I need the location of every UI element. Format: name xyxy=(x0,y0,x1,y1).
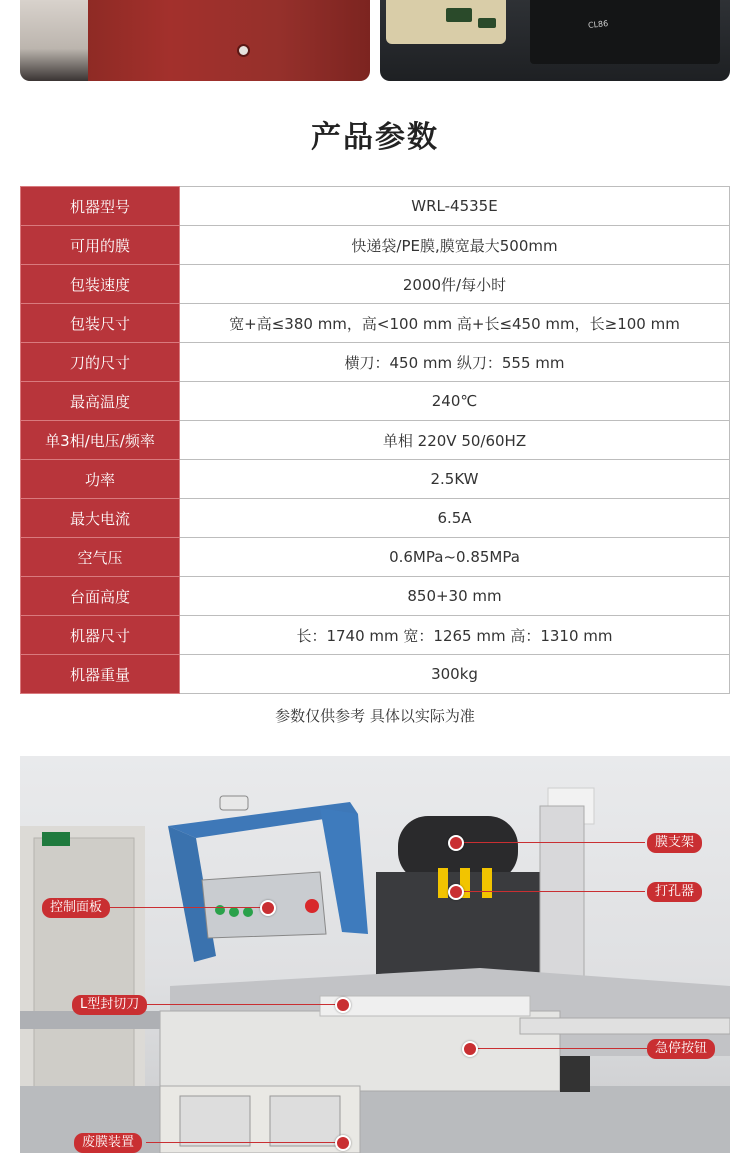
callout-dot-waste-film xyxy=(335,1135,351,1151)
spec-row xyxy=(21,616,730,655)
spec-label: 包装速度 xyxy=(21,265,180,304)
spec-value: 横刀：450 mm 纵刀：555 mm xyxy=(180,343,730,382)
spec-label: 最高温度 xyxy=(21,382,180,421)
section-title: 产品参数 xyxy=(311,120,439,155)
spec-row xyxy=(21,265,730,304)
spec-value: 单相 220V 50/60HZ xyxy=(180,421,730,460)
spec-value: 长：1740 mm 宽：1265 mm 高：1310 mm xyxy=(180,616,730,655)
spec-label: 可用的膜 xyxy=(21,226,180,265)
spec-label: 机器型号 xyxy=(21,187,180,226)
spec-label: 包装尺寸 xyxy=(21,304,180,343)
callout-waste-film: 废膜装置 xyxy=(74,1133,142,1153)
spec-table xyxy=(20,186,730,694)
spec-value: 2000件/每小时 xyxy=(180,265,730,304)
photo-frame-edge xyxy=(20,0,88,81)
spec-label: 空气压 xyxy=(21,538,180,577)
spec-value: WRL-4535E xyxy=(180,187,730,226)
callout-line-emergency-stop xyxy=(469,1048,649,1049)
callout-l-sealer: L型封切刀 xyxy=(72,995,147,1015)
photo-chip xyxy=(478,18,496,28)
spec-row xyxy=(21,460,730,499)
photo-machine-detail-left xyxy=(20,0,370,81)
spec-note: 参数仅供参考 具体以实际为准 xyxy=(275,707,475,725)
callout-line-control-panel xyxy=(106,907,266,908)
photo-chip xyxy=(446,8,472,22)
spec-label: 最大电流 xyxy=(21,499,180,538)
callout-dot-l-sealer xyxy=(335,997,351,1013)
spec-row xyxy=(21,655,730,694)
spec-label: 刀的尺寸 xyxy=(21,343,180,382)
callout-dot-film-holder xyxy=(448,835,464,851)
spec-row xyxy=(21,187,730,226)
machine-photo xyxy=(20,756,730,1153)
photo-driver-label: CL86 xyxy=(587,18,609,31)
spec-row xyxy=(21,382,730,421)
photo-circuit-board xyxy=(386,0,506,44)
spec-row xyxy=(21,343,730,382)
spec-value: 快递袋/PE膜,膜宽最大500mm xyxy=(180,226,730,265)
spec-row xyxy=(21,538,730,577)
spec-value: 宽+高≤380 mm，高<100 mm 高+长≤450 mm，长≥100 mm xyxy=(180,304,730,343)
spec-value: 300kg xyxy=(180,655,730,694)
spec-label: 台面高度 xyxy=(21,577,180,616)
spec-value: 240℃ xyxy=(180,382,730,421)
callout-line-waste-film xyxy=(146,1142,342,1143)
spec-label: 单3相/电压/频率 xyxy=(21,421,180,460)
callout-dot-control-panel xyxy=(260,900,276,916)
callout-punch: 打孔器 xyxy=(647,882,702,902)
callout-film-holder: 膜支架 xyxy=(647,833,702,853)
spec-row xyxy=(21,226,730,265)
spec-value: 2.5KW xyxy=(180,460,730,499)
machine-illustration xyxy=(20,756,730,1153)
callout-line-punch xyxy=(455,891,645,892)
callout-dot-punch xyxy=(448,884,464,900)
spec-value: 6.5A xyxy=(180,499,730,538)
spec-row xyxy=(21,421,730,460)
callout-dot-emergency-stop xyxy=(462,1041,478,1057)
photo-screw-hole xyxy=(237,44,250,57)
spec-label: 机器尺寸 xyxy=(21,616,180,655)
callout-line-l-sealer xyxy=(146,1004,342,1005)
callout-line-film-holder xyxy=(455,842,645,843)
photo-driver-panel xyxy=(530,0,720,64)
spec-label: 功率 xyxy=(21,460,180,499)
callout-emergency-stop: 急停按钮 xyxy=(647,1039,715,1059)
photo-machine-detail-right xyxy=(380,0,730,81)
spec-row xyxy=(21,499,730,538)
spec-row xyxy=(21,577,730,616)
spec-value: 0.6MPa~0.85MPa xyxy=(180,538,730,577)
spec-row xyxy=(21,304,730,343)
spec-label: 机器重量 xyxy=(21,655,180,694)
spec-value: 850+30 mm xyxy=(180,577,730,616)
callout-control-panel: 控制面板 xyxy=(42,898,110,918)
